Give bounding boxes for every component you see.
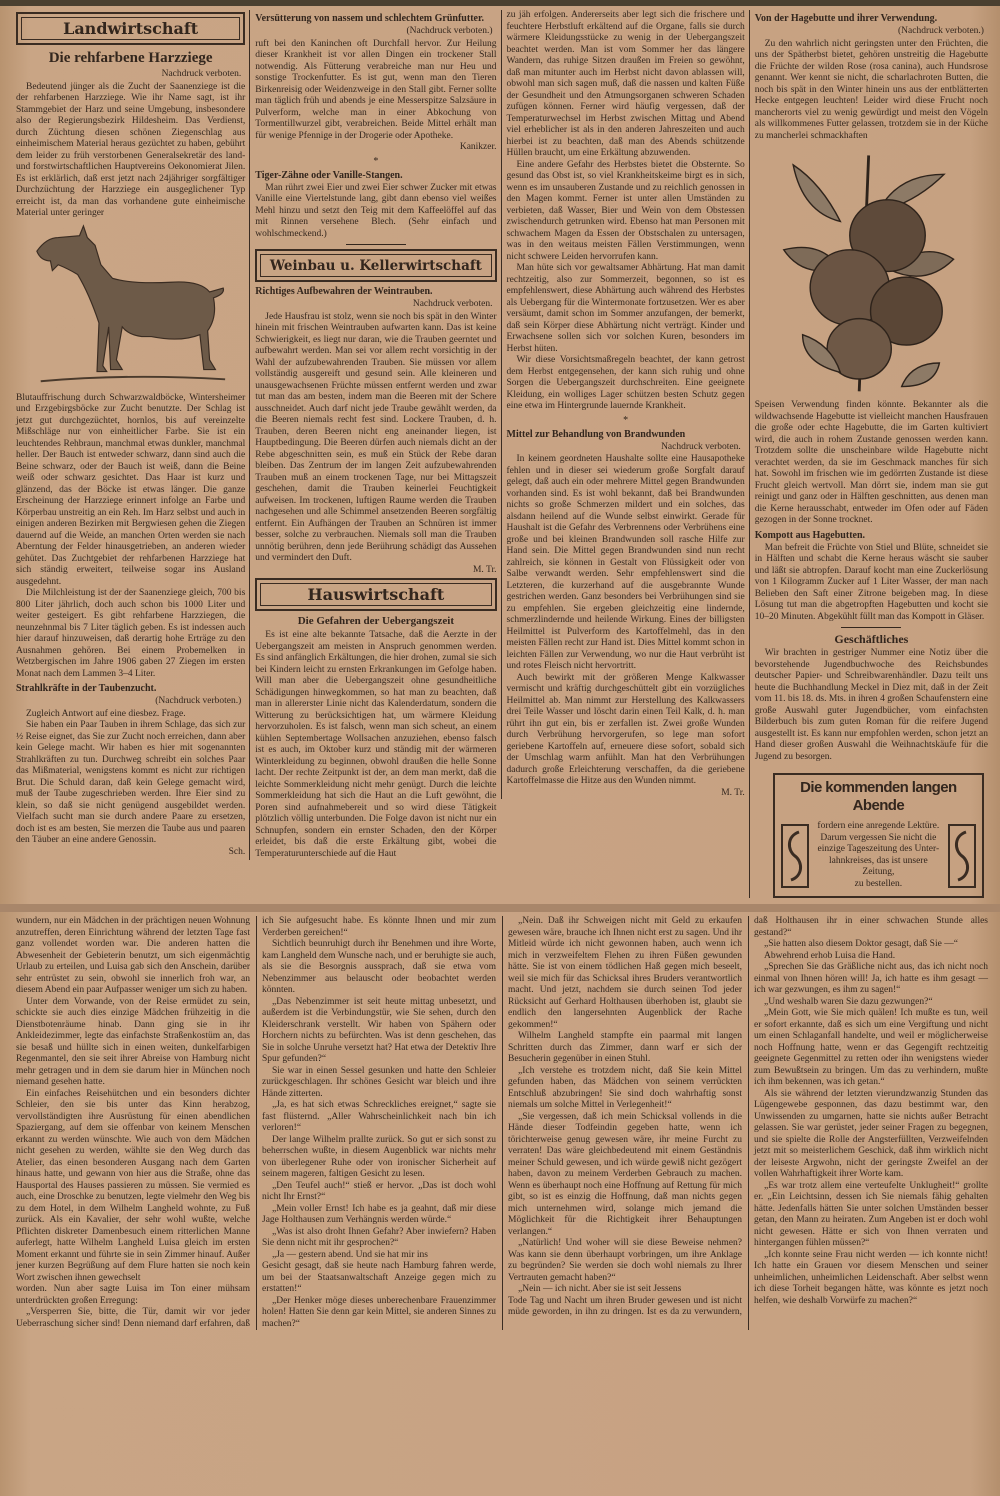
reprint-notice: Nachdruck verboten. [161,69,242,79]
article-subheadline: Von der Hagebutte und ihrer Verwendung. [754,13,938,24]
ornament-icon [948,824,976,888]
paragraph: Eine andere Gefahr des Herbstes bietet die Obsternte. So gesund das Obst ist, so viel Krankheitskeime birgt es in sich, wenn es im unsauberen Zustande und zu reichlich genossen in den Magen kommt. Ferner ist unter allen Umständen zu verbieten, daß Wasser, Bier und Wein von dem Obstessen zwischendurch getrunken wird. Ebenso hat man Personen mit schwachem Magen da Essen der Obstschalen zu untersagen, was in den weitaus meisten Fällen Verstimmungen, wenn nicht schwere Leiden hervorrufen kann. [506,159,745,262]
ad-text [815,821,942,890]
paragraph: Ein einfaches Reisehütchen und ein besonders dichter Schleier, den sie bis unter das Kinn herabzog, vervollständigten ihre Ausrüstung für einen abendlichen Spaziergang, auf dem sie offenbar von keinem Menschen erkannt zu werden wünschte. Wie auch von dem Mädchen nicht gesehen zu werden, wählte sie den Weg durch das Atelier, das einen besonderen Ausgang nach dem Garten hinaus hatte, und gewann von hier aus die Straße, ohne das Hausportal des Hauses passieren zu müssen. Sie vermied es auch, eine Droschke zu benutzen, legte vielmehr den Weg bis zu dem Hotel, in dem Wilhelm Langheld wohnte, zu Fuß zurück. Als ein Kavalier, der sehr wohl wußte, welche Pflichten diskreter Damenbesuch einem ritterlichen Manne auferlegt, hatte Wilhelm Langheld Luisa gleich im ersten Moment erkannt und führte sie in sein Zimmer hinauf. Außer jener kurzen Begrüßung auf dem Flure hatten sie noch kein Wort zwischen ihnen gewechselt [16,1088,250,1283]
ad-line: lahnkreises, das ist unsere Zeitung, [829,855,928,877]
paragraph: wundern, nur ein Mädchen in der prächtigen neuen Wohnung anzutreffen, deren Einrichtung während der letzten Tage fast ganz vollendet worden war. Die anderen hatten die Abwesenheit der Gebieterin benutzt, um sich eigenmächtig Urlaub zu erteilen, und Luisa gab sich den Anschein, darüber sehr entrüstet zu sein, obwohl sie innerlich froh war, an diesem Abend ein paar Aufpasser weniger um sich zu haben. [16,916,250,995]
paragraph: „Mein voller Ernst! Ich habe es ja geahnt, daß mir diese Jage Holthausen zum Verhängnis werden würde.“ [262,1203,496,1225]
ad-line: einzige Tageszeitung des Unter- [817,844,940,854]
paragraph: Wir brachten in gestriger Nummer eine Notiz über die bevorstehende Jugendbuchwoche des Reichsbundes deutscher Papier- und Schreibwarenhändler. Dazu teilt uns heute die Buchhandlung Meckel in Diez mit, daß in der Zeit vom 11. bis 18. ds. Mts. in ihren 4 großen Schaufenstern eine große Auswahl guter Jugendbücher, vom einfachsten Bilderbuch bis zum guten Roman für die reifere Jugend ausgestellt ist. Es kann nur empfohlen werden, schon jetzt an Hand dieser großen Auswahl die Weihnachtskäufe für die Jugend zu besorgen. [754,648,988,762]
paragraph: Der lange Wilhelm prallte zurück. So gut er sich sonst zu beherrschen wußte, in diesem Augenblick war nichts mehr von überlegener Ruhe oder von ironischer Sicherheit auf seinem mageren, faltigen Gesicht zu lesen. [262,1134,496,1179]
paragraph: „Sie vergessen, daß ich mein Schicksal vollends in die Hände dieser Todfeindin gegeben hatte, wenn ich törichterweise genug gewesen wäre, ihr meine Furcht zu verraten! Das wäre gleichbedeutend mit einem Geständnis meiner Schuld gewesen, und ich würde gewiß nicht gezögert haben, davon zu meinem Verderben Gebrauch zu machen. Wenn es überhaupt noch eine Hoffnung auf Rettung für mich gibt, so ist es einzig die Hoffnung, daß man nichts gegen mich unternehmen wird, solange mich jemand die Möglichkeit für die Richtigkeit ihrer Behauptungen verlangen.“ [508,1111,742,1237]
paragraph: „Sie hatten also diesem Doktor gesagt, daß Sie —“ [764,939,958,949]
column-weinbau-hauswirtschaft [255,13,496,860]
divider [841,627,901,628]
author-signature: Kanikzer. [459,142,497,152]
paragraph: ruft bei den Kaninchen oft Durchfall hervor. Zur Heilung dieser Krankheit ist vor allen Dingen ein trockener Stall notwendig. Als Fütterung verabreiche man nur Heu und sonstige Trockenfutter. Es ist gut, wenn man den Tieren Birkenreisig oder Weidenzweige in den Stall gibt. Ferner sollte man täglich früh und abends je eine Messerspitze Salzsäure in Pulverform, welche man in einer Abkochung von Tormentillwurzel gibt, verabreichen. Beide Mittel erhält man für wenige Pfennige in der Drogerie oder Apotheke. [255,38,497,141]
article-headline: Die Gefahren der Uebergangszeit [297,615,455,627]
article-subheadline: Richtiges Aufbewahren der Weintrauben. [255,286,433,297]
paragraph: Man hüte sich vor gewaltsamer Abhärtung. Hat man damit rechtzeitig, also zur Sommerzeit, begonnen, so ist es empfehlenswert, diese Abhärtung auch während des Herbstes als Uebergang für die Wintermonate fortzusetzen. Wer es aber versäumt, damit schon im Sommer anzufangen, der bemerkt, daß sein Körper diese Abhärtung nicht verträgt. Kinder und Erwachsene sollen sich vor solchen Kuren, besonders im Herbst hüten. [506,263,745,354]
ornament-icon [781,824,809,888]
paragraph: worden. Nun aber sagte Luisa im Ton einer mühsam unterdrückten großen Erregung: [16,1284,250,1306]
article-subheadline: Strahlkräfte in der Taubenzucht. [16,683,157,694]
ad-line: Darum vergessen Sie nicht die [820,832,937,843]
paragraph: „Ich konnte seine Frau nicht werden — ich konnte nicht! Ich hatte ein Grauen vor diesem Menschen und seiner unheimlichen, unheimlichen Leidenschaft. Aber selbst wenn ich diese Torheit begangen hätte, was könnte es jetzt noch helfen, wie deshalb Vorwürfe zu machen?“ [754,1249,988,1306]
paragraph: Speisen Verwendung finden könnte. Bekannter als die wildwachsende Hagebutte ist vielleicht manchen Hausfrauen die große oder echte Hagebutte, die im Garten kultiviert wird, die auch in rohem Zustande genossen werden kann. Trotzdem sollte die unscheinbare wilde Hagebutte nicht verachtet werden, da sie im Geschmack manches für sich hat. Sowohl im frischen wie im gedörrten Zustande ist diese Frucht gleich wertvoll. Man dörrt sie, indem man sie gut reinigt und ganz oder in Hälften geschnitten, aus denen man die Kerne herausschabt, entweder im Ofen oder auf Fäden gezogen in der Sonne trocknet. [754,400,988,525]
advertisement-box [773,773,984,898]
column-wrapper [16,10,245,858]
author-signature: Sch. [228,846,246,857]
reprint-notice: Nachdruck verboten. [661,441,741,452]
paragraph: Unter dem Vorwande, von der Reise ermüdet zu sein, schickte sie auch dies einzige Mädchen frühzeitig in die Dienstbotenräume hinab. Dann ging sie in ihr Ankleidezimmer, legte das einfachste Straßenkostüm an, das sie besaß und hüllte sich in einen weiten, dunkelfarbigen Regenmantel, den sie seit ihrer Abreise von Hamburg nicht mehr getragen und in dem sie darum hier in München noch niemand gesehen hatte. [16,996,250,1087]
paragraph: „Ja — gestern abend. Und sie hat mir ins [272,1249,428,1260]
paragraph: Gesicht gesagt, daß sie heute nach Hamburg fahren werde, um bei der Staatsanwaltschaft Anzeige gegen mich zu erstatten!“ [262,1261,496,1294]
column-landwirtschaft [16,12,245,858]
paragraph: „Und weshalb waren Sie dazu gezwungen?“ [764,996,933,1007]
paragraph: Als sie während der letzten vierundzwanzig Stunden das Lügengewebe gesponnen, das dazu bestimmt war, den Unwissenden zu umgarnen, hatte sie nichts außer Betracht gelassen. Sie war gerüstet, jeder seiner Fragen zu begegnen, und sie spielte die Rolle der Angsterfüllten, Verzweifelnden jetzt mit so meisterlichem Geschick, daß ihm wirklich nicht der leiseste Argwohn, nicht der geringste Zweifel an der vollen Wahrhaftigkeit ihrer Worte kam. [754,1088,988,1179]
paragraph: Man rührt zwei Eier und zwei Eier schwer Zucker mit etwas Vanille eine Viertelstunde lang, gibt dann ebenso viel weißes Mehl hinzu und setzt den Teig mit dem Kaffeelöffel auf das mit Rinnen versehene Blech. (Sehr einfach und wohlschmeckend.) [255,182,497,239]
article-headline: Geschäftliches [834,632,909,646]
paragraph: Blutauffrischung durch Schwarzwaldböcke, Wintersheimer und Erzgebirgsböcke zur Zucht benutzte. Der Schlag ist jetzt gut durchgezüchtet, hornlos, bis auf vereinzelte Mißschläge nur von einheitlicher Farbe. Sie ist ein leuchtendes Rehbraun, manchmal etwas dunkler, manchmal heller. Der Bauch ist entweder schwarz, dann sind auch die Beine schwarz, oder der Bauch ist weiß, dann die Beine weiß oder schwarz gesichtet. Das Haar ist kurz und glänzend, das der Böcke ist etwas länger. Die ganze Erscheinung der Harzziege erinnert infolge an Farbe und Körperbau unstreitig an ein Reh. Im Harz selbst und auch in einigen anderen Bezirken mit Bergwiesen gehen die Ziegen dauernd auf die Weide, an manchen Orten werden sie nach Aberntung der Felder hinausgetrieben, an anderen wieder gehütet. Das Zuchtgebiet der rehfarbenen Harzziege hat sich ständig erweitert, teilweise sogar ins Ausland ausgedehnt. [16,392,246,587]
paragraph: zu jäh erfolgen. Andererseits aber legt sich die frischere und feuchtere Herbstluft erkältend auf die Organe, falls sie durch wärmere Kleidungsstücke zu wenig in der Uebergangszeit beachtet werden. Man ist vom Sommer her das längere Wandern, das ruhige Sitzen draußen im Freien so gewöhnt, daß man mitunter auch im Herbst nicht davon ablassen will, obwohl man sich sagen muß, daß die nassen und kalten Füße der Gesundheit und den Atmungsorganen schweren Schaden zufügen können. Ferner wird häufig vergessen, daß der Temperaturwechsel im Herbst zwischen Mittag und Abend viel erheblicher ist als in den anderen Jahreszeiten und auch hierbei ist zu beachten, daß man des Abends schützende Hüllen braucht, um eine Erkältung abzuwenden. [506,10,745,158]
column-hagebutte-geschaeftliches [755,13,988,763]
paragraph: „Ja, es hat sich etwas Schreckliches ereignet,“ sagte sie fast flüsternd. „Aller Wahrscheinlichkeit nach bin ich verloren!“ [262,1100,496,1133]
column-wrapper [501,10,745,799]
paragraph: Wilhelm Langheld stampfte ein paarmal mit langen Schritten durch das Zimmer, dann warf er sich der Besucherin gegenüber in einen Stuhl. [508,1031,742,1064]
paragraph: „Mein Gott, wie Sie mich quälen! Ich mußte es tun, weil er sofort erkannte, daß es sich um eine Vergiftung und nicht um einen Schlaganfall handelte, und weil er möglicherweise noch Hoffnung hatte, wenn er das Gegengift rechtzeitig geeignete Gegenmittel zu retten oder ihn wenigstens wieder zum Bewußtsein zu bringen. Um das zu verhindern, mußte ich ihm bekennen, was ich getan.“ [754,1008,988,1087]
paragraph: „Natürlich! Und woher will sie diese Beweise nehmen? Was kann sie denn überhaupt vorbringen, um ihre Anklage zu begründen? Sie werden sie doch wohl niemals zu Ihrer Vertrauten gemacht haben?“ [508,1238,742,1283]
ad-line: zu bestellen. [854,878,903,889]
column-gesundheit [507,10,745,799]
paragraph: Die Milchleistung ist der der Saanenziege gleich, 700 bis 800 Liter jährlich, doch auch schon bis 1000 Liter und weiter gesteigert. Es gibt rehfarbene Harzziegen, die neunzehnmal bis 7 Liter täglich geben. Es ist indessen auch hier darauf hinzuweisen, daß derartig hohe Erträge zu den Ausnahmen gehören. Bei einem Probemelken in Wetzbergischen im Jahre 1906 gaben 27 Ziegen im ersten Monat nach dem Lammen 3–4 Liter. [16,588,246,679]
paragraph: „Nein — ich nicht. Aber sie ist seit Jessens [518,1284,682,1294]
reprint-notice: Nachdruck verboten. [412,299,493,309]
paragraph: „Was ist also droht Ihnen Gefahr? Aber inwiefern? Haben Sie denn nicht mit ihr gesprochen?“ [262,1226,496,1248]
section-header: Weinbau u. Kellerwirtschaft [255,249,496,282]
section-separator [0,904,1000,912]
paragraph: „Ich verstehe es trotzdem nicht, daß Sie kein Mittel gefunden haben, das Mädchen von seinem verrückten Entschluß abzubringen! Sie sind doch wahrhaftig sonst niemals um solche Mittel in Verlegenheit!“ [508,1065,742,1110]
paragraph: „Sprechen Sie das Gräßliche nicht aus, das ich nicht noch einmal von Ihnen hören will! Ja, ich hatte es ihm gesagt — ich war gezwungen, es ihm zu sagen!“ [754,962,988,995]
goat-illustration [28,224,233,389]
paragraph: Sie war in einen Sessel gesunken und hatte den Schleier zurückgeschlagen. Ihr schönes Gesicht war bleich und ihre Hände zitterten. [262,1065,496,1099]
ad-content [781,821,976,890]
paragraph: Abwehrend erhob Luisa die Hand. [764,950,896,961]
paragraph: Sie haben ein Paar Tauben in ihrem Schlage, das sich zur ½ Reise eignet, das Sie zur Zucht noch erreichen, dann aber kein Gelege macht. Wir haben es hier mit sogenannten Strahlkräften zu tun. Durchweg schreibt ein solches Paar das Mißmaterial, wenigstens kommt es nicht zur richtigen Brut. Die Schuld daran, daß kein Gelege gemacht wird, muß der Taube zugeschrieben werden. Ihre Eier sind zu klein, so daß sie nicht genügend ausgebildet werden. Vielfach sucht man sie durch andere Paare zu ersetzen, doch ist es am besten, Sie merzen die Taube aus und paaren den Täuber an eine andere Genossin. [16,720,246,845]
paragraph: „Das Nebenzimmer ist seit heute mittag unbesetzt, und außerdem ist die Verbindungstür, wie Sie sehen, durch den Kleiderschrank verstellt. Wir haben von Spähern oder Horchern nichts zu befürchten. Was ist denn geschehen, das Sie in solche Unruhe versetzt hat? Hat etwa der Detektiv Ihre Spur gefunden?“ [262,996,496,1064]
column-serial-1 [16,916,250,1284]
paragraph: „Es war trotz allem eine verteufelte Unklugheit!“ grollte er. „Ein Leichtsinn, dessen ich Sie niemals fähig gehalten hätte. Jedenfalls hätten Sie unter solchen Umständen besser getan, den Mann zu heiraten. Zum Angeben ist er doch wohl nicht gewesen. Hätte er sich von Ihnen verraten und hintergangen fühlen müssen?“ [754,1180,988,1248]
paragraph: Wir diese Vorsichtsmaßregeln beachtet, der kann getrost dem Herbst entgegensehen, der kann sich ruhig und ohne Sorgen die Uebergangszeit durchschreiten. Eine geeignete Kleidung, ein wolliges Lager schützen besten Schutz gegen eine etwa im Hintergrunde lauernde Krankheit. [506,355,745,411]
paragraph: „Nein. Daß ihr Schweigen nicht mit Geld zu erkaufen gewesen wäre, brauche ich Ihnen nicht erst zu sagen. Und ihr Mitleid würde ich nicht gewonnen haben, auch wenn ich mich in verzweifeltem Flehen zu ihren Füßen gewunden hätte. Sie ist von einem tödlichen Haß gegen mich beseelt, weil sie mich für das Schicksal ihres Bruders verantwortlich macht. Und jetzt, nachdem sie durch seinen Tod jeder Rücksicht auf Gerhard Holthausen überhoben ist, glaubt sie endlich den langersehnten Augenblick der Rache gekommen!“ [508,916,742,1030]
paragraph: Es ist eine alte bekannte Tatsache, daß die Aerzte in der Uebergangszeit am meisten in Anspruch genommen werden. Es sind anfänglich Erkältungen, die hier drohen, zumal sie sich bei Kindern leicht zu ernsten Erkrankungen im Gefolge haben. Will man aber die Uebergangszeit ohne gesundheitliche Schädigungen hinwegkommen, so hat man zu beachten, daß man in allererster Linie nicht das Kalenderdatum, sondern die Witterung zu berücksichtigen hat, um wärmere Kleidung hervorzuholen. Es ist falsch, wenn man sich scheut, an einem kühlen Septembertage Wollsachen anzuziehen, ebenso falsch ist es auch, im Oktober kurz und ständig mit der wärmeren Winterkleidung zu beginnen, obwohl draußen die helle Sonne lacht. Der rechte Zeitpunkt ist der, an dem man merkt, daß die leichte Sommerkleidung nicht mehr genügt. Durch die leichte Sommerkleidung hat sich die Haut an die Luft gewöhnt, die Poren sind aufnahmebereit und so wird diese Tätigkeit plötzlich völlig unterbunden. Die Folge davon ist nicht nur ein Schnupfen, sondern ein ernster Schaden, den der Körper erleidet, bis daß die erste Erkältung gibt, wobei die Temperaturunterschiede auf die Haut [255,630,497,859]
paragraph: Auch bewirkt mit der größeren Menge Kalkwasser vermischt und kräftig durchgeschüttelt gibt ein vorzügliches Heilmittel ab. Man nimmt zur Herstellung des Kalkwassers drei Teile Wasser und löscht darin einen Teil Kalk, d. h. man rührt ihn gut ein, bis er zerfallen ist. Zwei große Wunden durch Verbrühung hervorgerufen, so lege man sofort geriebene Kartoffeln auf, erneuere diese sofort, sobald sich der Umschlag warm anfühlt. Man hat den Verbrühungen dadurch große Erleichterung verschaffen, da die geriebene Kartoffelmasse die Hitze aus den Wunden nimmt. [506,672,745,786]
section-header: Hauswirtschaft [255,578,496,611]
author-signature: M. Tr. [472,564,497,575]
ad-line: fordern eine anregende Lektüre. [817,821,940,831]
article-subheadline: Tiger-Zähne oder Vanille-Stangen. [255,169,403,181]
serial-novel-section [0,916,1000,1336]
article-subheadline: Versütterung von nassem und schlechtem Grünfutter. [255,13,484,24]
rosehip-illustration [761,146,981,396]
paragraph: „Der Henker möge dieses unberechenbare Frauenzimmer holen! Hatten Sie denn gar kein Mittel, sie anderen Sinnes zu machen?“ [262,1295,496,1329]
article-subheadline: Kompott aus Hagebutten. [754,529,866,541]
paragraph: Tode Tag und Nacht um ihren Bruder gewesen und ist nicht müde geworden, in ihn zu dringen. Ist es da zu verwundern, daß Holthausen ihr in einer schwachen Stunde alles gestand?“ [508,916,988,1317]
divider [346,244,406,245]
author-signature: M. Tr. [721,787,745,798]
top-section [0,6,1000,898]
ad-title: Die kommenden langen Abende [800,779,957,814]
reprint-notice: (Nachdruck verboten.) [406,26,493,36]
paragraph: Bedeutend jünger als die Zucht der Saanenziege ist die der rehfarbenen Harzziege. Wie ihr Name sagt, ist ihr Stammgebiet der Harz und seine Umgebung, insbesondere also der Regierungsbezirk Hildesheim. Das Verdienst, durch Züchtung diesen schönen Ziegenschlag aus einheimischem Material heraus gezüchtet zu haben, gebührt dem leider zu früh verstorbenen Generalsekretär des land- und forstwirtschaftlichen Hauptvereins Oekonomierat Jilen. Es ist erklärlich, daß erst jetzt nach 24jähriger sorgfältiger Durchzüchtung der Harzziege ein ausgeglichener Typ erreicht ist, da man das vorhandene gute einheimische Material unter geringer [16,81,246,218]
column-wrapper [749,10,988,898]
paragraph: „Versperren Sie, bitte, die Tür, damit wir vor jeder Ueberraschung sicher sind! Denn niemand darf erfahren, daß ich Sie aufgesucht habe. Es könnte Ihnen und mir zum Verderben gereichen!“ [16,916,496,1329]
paragraph: Sichtlich beunruhigt durch ihr Benehmen und ihre Worte, kam Langheld dem Wunsche nach, und er beruhigte sie auch, als sie die Besorgnis aussprach, daß sie etwa vom Nebenzimmer aus belauscht oder beobachtet werden könnten. [262,939,496,995]
separator-star: * [373,155,379,167]
column-wrapper [249,10,496,860]
separator-star: * [623,414,629,426]
paragraph: Jede Hausfrau ist stolz, wenn sie noch bis spät in den Winter hinein mit frischen Weintrauben aufwarten kann. Das ist keine Schwierigkeit, es liegt nur daran, wie die Trauben geerntet und aufbewahrt werden. Man sei vor allem recht vorsichtig in der Wahl der aufzubewahrenden Trauben. Sie müssen vor allem vollständig ausgereift und gesund sein. Alle kleineren und unausgewachsenen Früchte müssen entfernt werden und zwar tut man das am besten, indem man die Beeren mit der Schere ausschneidet. Auch darf nicht jede Traube gewählt werden, da die Beeren niemals recht fest sind. Lockere Trauben, d. h. Trauben, deren Beeren nicht eng aneinander liegen, ist Hauptbedingung. Die Beeren dürfen auch niemals dicht an der Rebe abgeschnitten sein, es muß ein Stück der Rebe daran bleiben. Das Zentrum der im langen Zeit aufzubewahrenden Trauben muß an einem trockenen Tage, nur bei Mittagszeit geschehen, damit die Trauben keinerlei Feuchtigkeit aufweisen. Im trockenen, luftigen Raume werden die Trauben nachgesehen und alle Schimmel ansetzenden Beeren sorgfältig entfernt. Ein Aufhängen der Trauben an Schnüren ist immer besser, solche zu verbrauchen. Niemals soll man die Trauben unnötig berühren, denn jede Berührung schädigt das Aussehen und vermindert den Duft. [255,311,497,563]
paragraph: Man befreit die Früchte von Stiel und Blüte, schneidet sie in Hälften und schabt die Kerne heraus wäscht sie sauber und läßt sie abtropfen. Darauf kocht man eine Zuckerlösung von 1 Kilogramm Zucker auf 1 Liter Wasser, der man nach Belieben den Saft einer Zitrone beigeben mag. In diese Lösung tut man die abgetropften Hagebutten und kocht sie 10–20 Minuten. Abgekühlt füllt man das Kompott in Gläser. [754,542,988,622]
paragraph: Zu den wahrlich nicht geringsten unter den Früchten, die uns der Spätherbst bietet, gehören unstreitig die Hagebutte die Früchte der wilden Rose (rosa canina), auch Hundsrose genannt. Wer kennt sie nicht, die scharlachroten Butten, die noch bis spät in den Winter hinein uns aus der entblätterten Hecke entgegen leuchten! Leider wird diese Frucht noch mancherorts viel zu wenig gewürdigt und meist den Vögeln als willkommenes Futter gelassen, trotzdem sie in der Küche zu mancherlei schmackhaften [754,38,988,141]
section-header: Landwirtschaft [16,12,245,45]
paragraph: Zugleich Antwort auf eine diesbez. Frage. [26,708,186,719]
reprint-notice: (Nachdruck verboten.) [155,696,242,706]
reprint-notice: (Nachdruck verboten.) [897,26,984,36]
paragraph: „Den Teufel auch!“ stieß er hervor. „Das ist doch wohl nicht Ihr Ernst?“ [262,1180,496,1202]
article-subheadline: Mittel zur Behandlung von Brandwunden [506,428,686,440]
article-headline: Die rehfarbene Harzziege [48,50,213,66]
paragraph: In keinem geordneten Haushalte sollte eine Hausapotheke fehlen und in dieser sei wiederum große Sorgfalt darauf gelegt, daß auch ein oder mehrere Mittel gegen Brandwunden vorhanden sind. Es ist wohl bekannt, daß bei Brandwunden nichts so große Schmerzen mildert und ein solches, das alsdann heilend auf die Wunde selbst einwirkt. Gerade für Haushalt ist die Gefahr des Verbrennens oder Verbrühens eine große und bei kleinen Brandwunden soll rasche Hilfe zur Hand sein. Die Mittel gegen Brandwunden sind nun recht zahlreich, sie können in Gestalt von Flüssigkeit oder von Salbe verwandt werden. Sehr empfehlenswert sind die Letzteren, die kurzerhand auf die ausgebrannte Wunde gestrichen werden. Ganz besonders bei Verbrühungen sind sie zu empfehlen. Sie ergeben gleichzeitig eine lindernde, schmerzlindernde und heilende Wirkung. Eines der billigsten Heilmittel ist Pulverform des Kartoffelmehl, das in den meisten Fällen recht zur Hand ist. Dies Mittel kommt schon in leichten Fällen zur Verwendung, wo nur die Haut verbrüht ist und rotes Fleisch nicht hervortritt. [506,454,745,671]
